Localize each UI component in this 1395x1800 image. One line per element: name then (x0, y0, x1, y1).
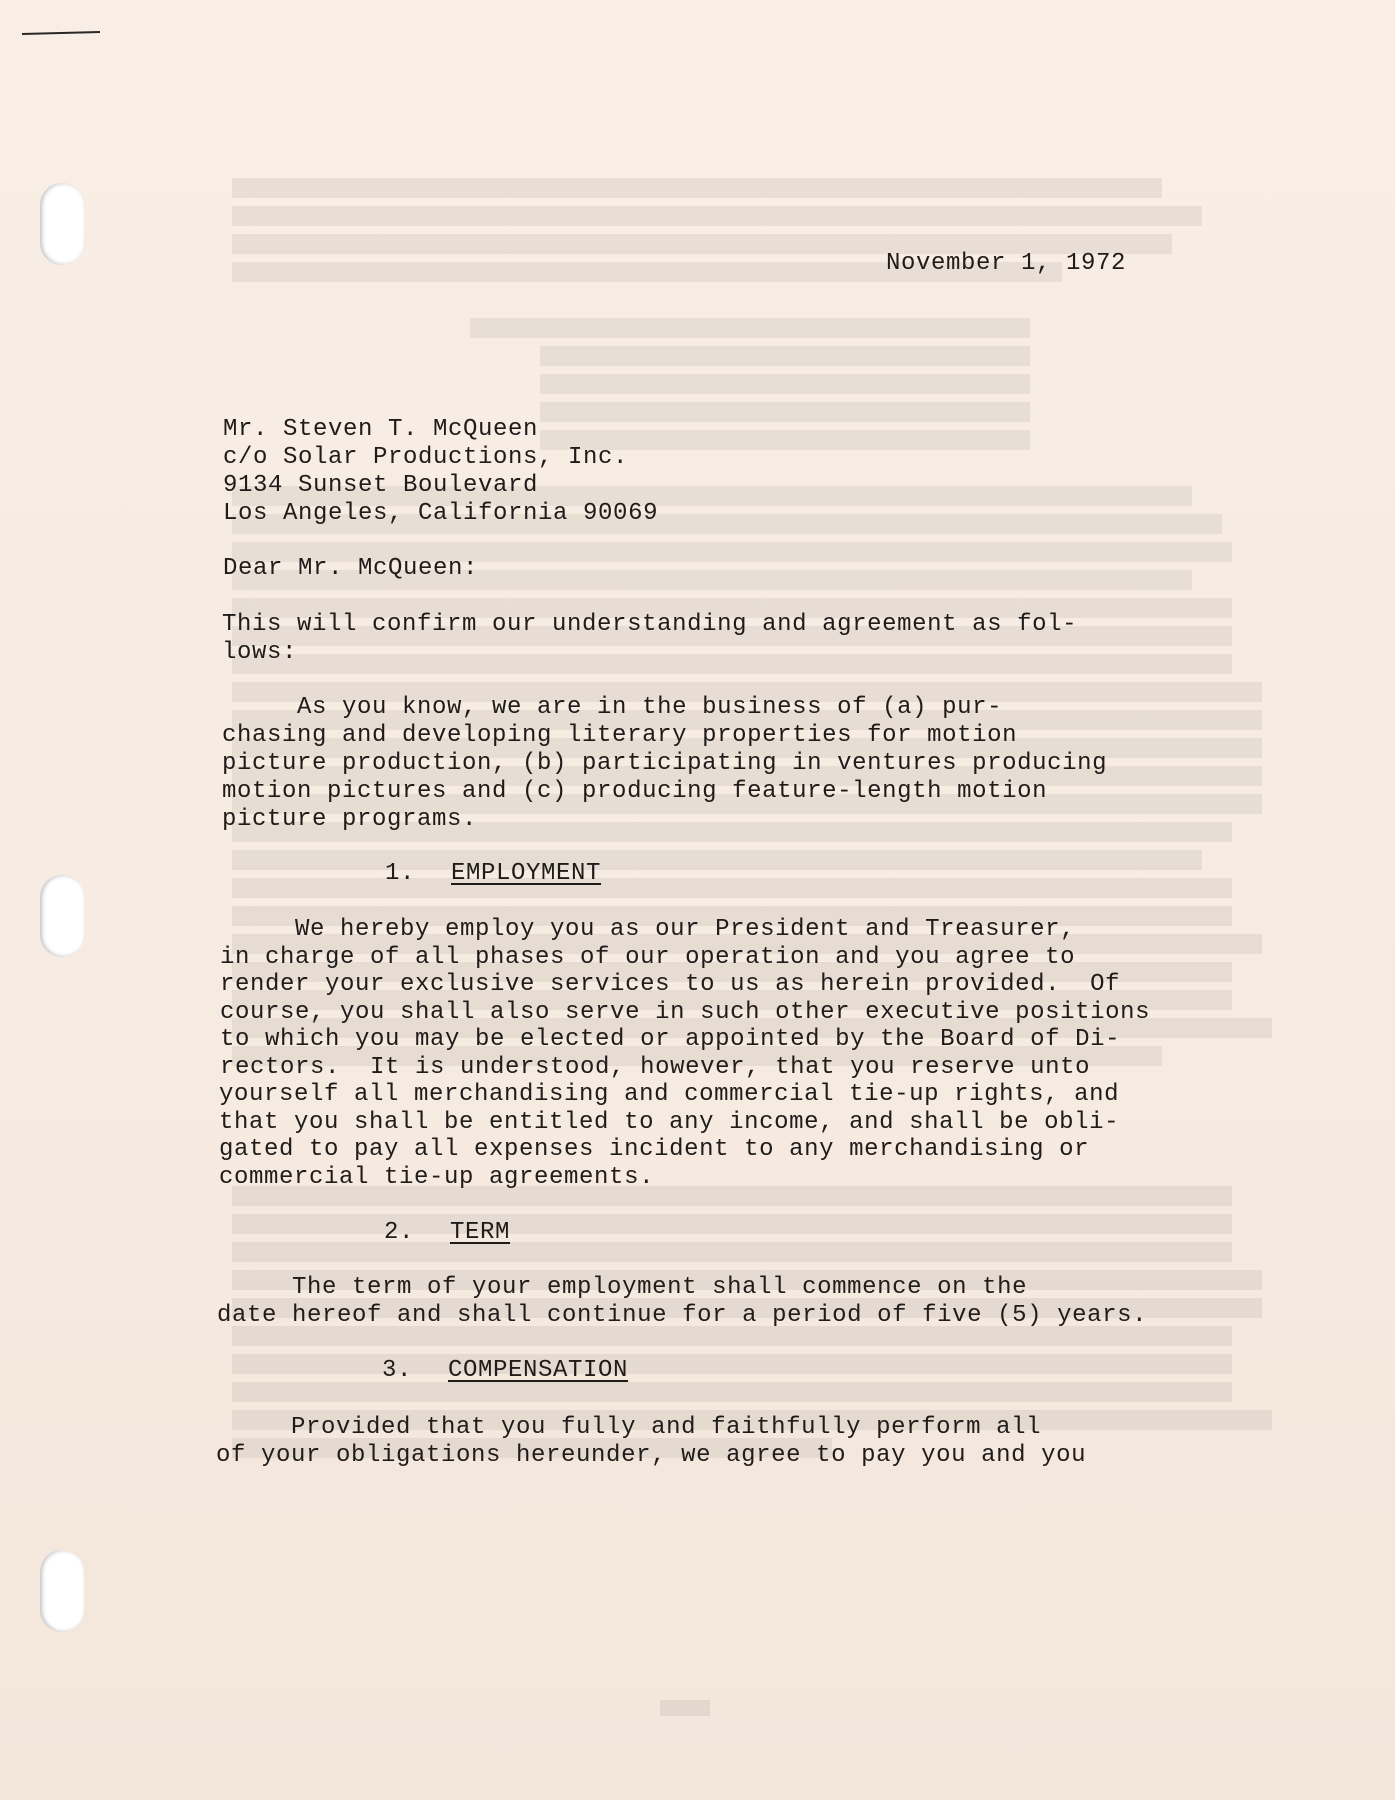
salutation: Dear Mr. McQueen: (223, 555, 479, 582)
section-line: rectors. It is understood, however, that you reserve unto (220, 1054, 1091, 1081)
section-number: 2. (384, 1219, 415, 1246)
business-line: picture programs. (222, 806, 478, 833)
section-line: in charge of all phases of our operation and you agree to (220, 944, 1076, 971)
pen-mark (22, 31, 100, 35)
section-line: We hereby employ you as our President and Treasurer, (220, 916, 1076, 943)
address-line: Los Angeles, California 90069 (223, 500, 659, 527)
intro-line: This will confirm our understanding and agreement as fol- (222, 611, 1078, 638)
intro-line: lows: (222, 639, 298, 666)
section-line: of your obligations hereunder, we agree to pay you and you (216, 1442, 1087, 1469)
section-heading: EMPLOYMENT (451, 860, 602, 887)
section-line: date hereof and shall continue for a period of five (5) years. (217, 1302, 1148, 1329)
section-line: Provided that you fully and faithfully perform all (216, 1414, 1042, 1441)
address-line: 9134 Sunset Boulevard (223, 472, 539, 499)
section-line: that you shall be entitled to any income, and shall be obli- (219, 1109, 1120, 1136)
section-line: The term of your employment shall commence on the (217, 1274, 1028, 1301)
address-line: Mr. Steven T. McQueen (223, 416, 539, 443)
punch-hole-middle (40, 875, 84, 957)
business-line: motion pictures and (c) producing feature-length motion (222, 778, 1048, 805)
punch-hole-bottom (40, 1550, 84, 1632)
letter-date: November 1, 1972 (886, 250, 1127, 277)
address-line: c/o Solar Productions, Inc. (223, 444, 629, 471)
section-line: gated to pay all expenses incident to any merchandising or (219, 1136, 1090, 1163)
punch-hole-top (40, 183, 84, 265)
section-heading: COMPENSATION (448, 1357, 629, 1384)
section-line: commercial tie-up agreements. (219, 1164, 655, 1191)
section-line: course, you shall also serve in such other executive positions (220, 999, 1151, 1026)
business-line: chasing and developing literary properties for motion (222, 722, 1018, 749)
section-number: 3. (382, 1357, 413, 1384)
section-heading: TERM (450, 1219, 511, 1246)
section-number: 1. (385, 860, 416, 887)
business-line: picture production, (b) participating in ventures producing (222, 750, 1108, 777)
section-line: to which you may be elected or appointed by the Board of Di- (220, 1026, 1121, 1053)
section-line: render your exclusive services to us as herein provided. Of (220, 971, 1121, 998)
business-line: As you know, we are in the business of (a) pur- (222, 694, 1003, 721)
section-line: yourself all merchandising and commercial tie-up rights, and (219, 1081, 1120, 1108)
